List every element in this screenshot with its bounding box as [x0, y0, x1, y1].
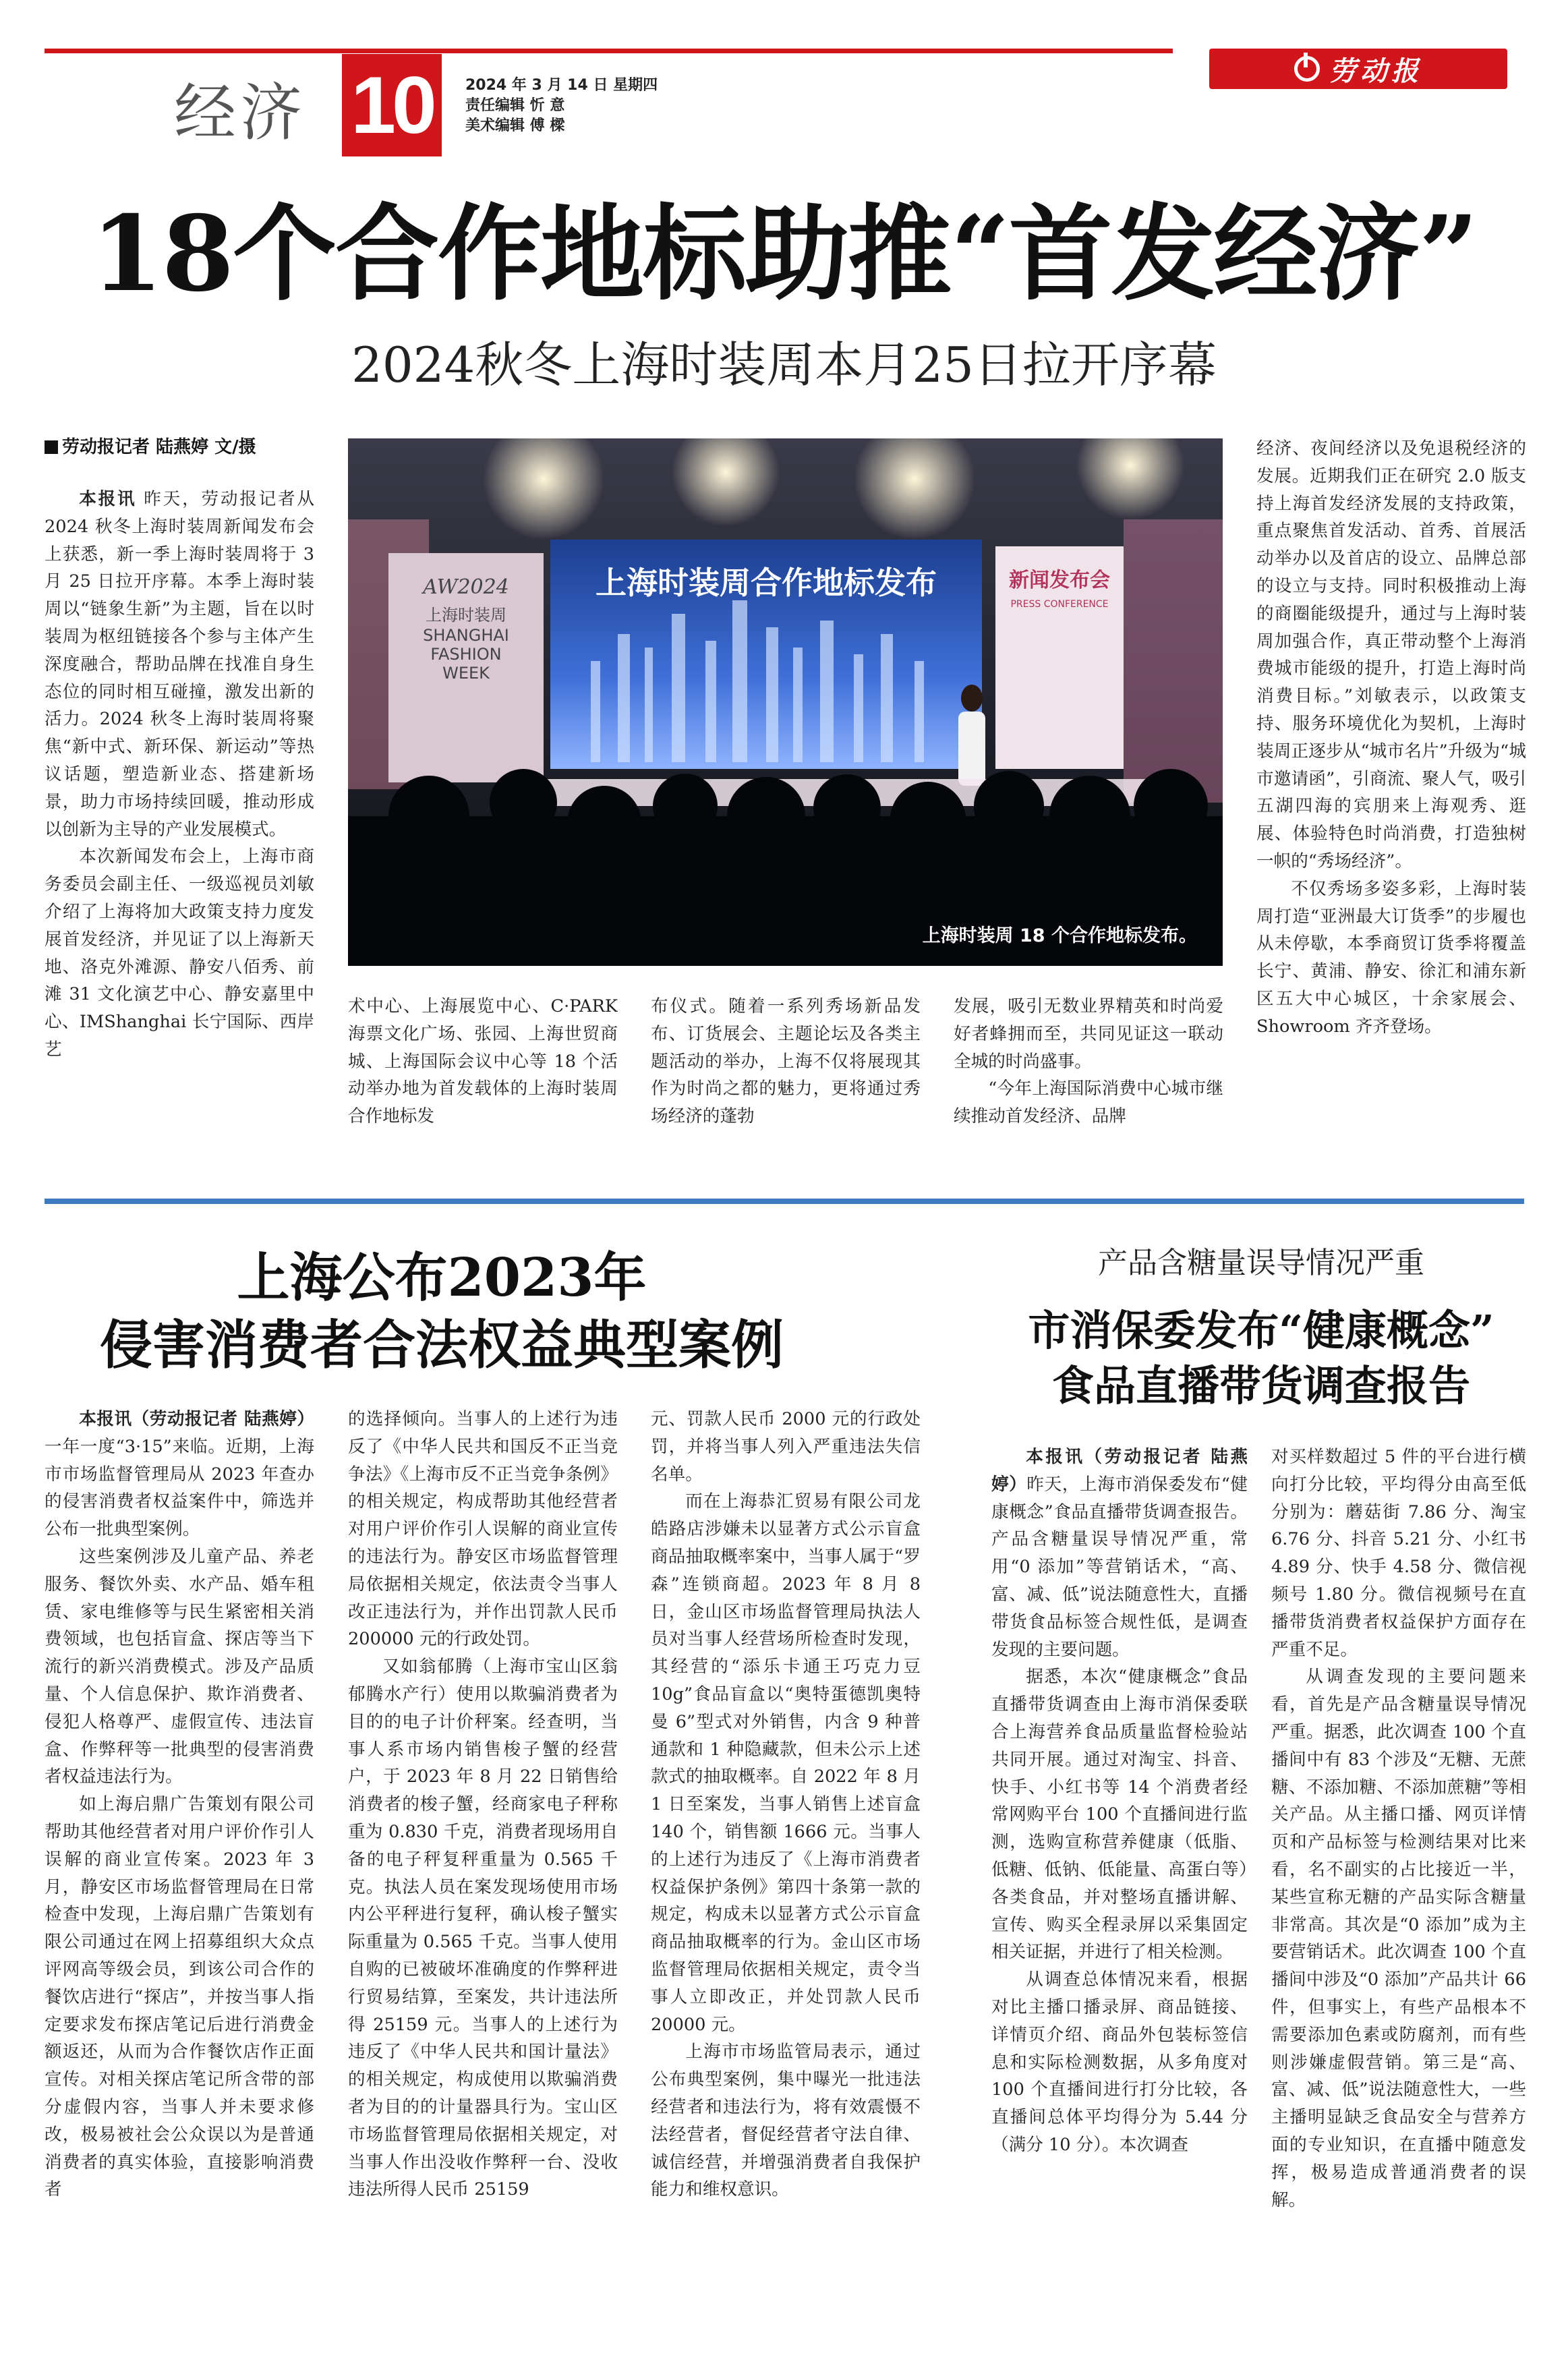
stand-sub3: FASHION: [430, 645, 502, 664]
page-number: 10: [342, 54, 442, 156]
article3-lead-tag: 本报讯（劳动报记者 陆燕婷）: [991, 1447, 1248, 1495]
article2-col2-p2: 又如翁郁腾（上海市宝山区翁郁腾水产行）使用以欺骗消费者为目的的电子计价秤案。经查明，当事人系市场内销售梭子蟹的经营户，于 2023 年 8 月 22 日销售给消费者的梭子蟹，经商家电子秤称重为 0.830 千克，消费者现场用自备的电子秤复秤重量为 0.565 千克。执法人员在案发现场使用市场内公平秤进行复秤，确认梭子蟹实际重量为 0.565 千克。当事人使用自购的已被破坏准确度的作弊秤进行贸易结算，至案发，共计违法所得 25159 元。当事人的上述行为违反了《中华人民共和国计量法》的相关规定，构成使用以欺骗消费者为目的的计量器具行为。宝山区市场监督管理局依据相关规定，对当事人作出没收作弊秤一台、没收违法所得人民币 25159: [348, 1657, 618, 2200]
article1-byline: 劳动报记者 陆燕婷 文/摄: [45, 433, 256, 458]
article1-para6: “今年上海国际消费中心城市继续推动首发经济、品牌: [954, 1079, 1223, 1127]
article1-headline: 18个合作地标助推“首发经济”: [90, 193, 1478, 315]
article2-col1: [45, 1406, 314, 2343]
editor-line: 责任编辑 忻 意: [465, 97, 565, 114]
article3-lead: 昨天，上海市消保委发布“健康概念”食品直播带货调查报告。产品含糖量误导情况严重，常用“0 添加”等营销话术，“高、富、减、低”说法随意性大，直播带货食品标签合规性低，是调查发现的主要问题。: [991, 1474, 1248, 1660]
article3-col2: [1271, 1443, 1526, 2340]
stand-sub1: 上海时装周: [426, 606, 506, 625]
article2-col1-p3: 如上海启鼎广告策划有限公司帮助其他经营者对用户评价作引人误解的商业宣传案。2023 年 3 月，静安区市场监督管理局在日常检查中发现，上海启鼎广告策划有限公司通过在网上招募组织大众点评网高等级会员，到该公司合作的餐饮店进行“探店”，并按当事人指定要求发布探店笔记后进行消费金额返还，从而为合作餐饮店作正面宣传。对相关探店笔记所含带的部分虚假内容，当事人并未要求修改，极易被社会公众误以为是普通消费者的真实体验，直接影响消费者: [45, 1794, 314, 2200]
banner-title: 新闻发布会: [1009, 569, 1110, 592]
stand-title: AW2024: [423, 575, 509, 599]
art-editor-line: 美术编辑 傅 樑: [465, 117, 565, 134]
article1-col2: [348, 993, 618, 1175]
press-conference-photo: [348, 438, 1223, 966]
section-divider: [45, 1199, 1524, 1204]
article2-col3: [651, 1406, 921, 2343]
article2-headline-line1: 上海公布2023年: [237, 1247, 647, 1309]
article1-para5: 发展，吸引无数业界精英和时尚爱好者蜂拥而至，共同见证这一联动全城的时尚盛事。: [954, 996, 1223, 1072]
article3-col2-p1: 对买样数超过 5 件的平台进行横向打分比较，平均得分由高至低分别为：蘑菇街 7.86 分、淘宝 6.76 分、抖音 5.21 分、小红书 4.89 分、快手 4.58 分、微信视频号 1.80 分。微信视频号在直播带货消费者权益保护方面存在严重不足。: [1271, 1447, 1526, 1660]
page-meta: [465, 76, 658, 136]
lead-tag: 本报讯: [79, 489, 137, 509]
article2-headline-line2: 侵害消费者合法权益典型案例: [99, 1315, 784, 1376]
screen-title: 上海时装周合作地标发布: [596, 565, 937, 601]
article2-headline: [61, 1244, 823, 1379]
top-red-rule: [45, 49, 1173, 53]
article1-para7: 经济、夜间经济以及免退税经济的发展。近期我们正在研究 2.0 版支持上海首发经济发展的支持政策，重点聚焦首发活动、首秀、首展活动举办以及首店的设立、品牌总部的设立与支持。同时积极推动上海的商圈能级提升，通过与上海时装周加强合作，真正带动整个上海消费城市能级的提升，打造上海时尚消费目标。”刘敏表示，以政策支持、服务环境优化为契机，上海时装周正逐步从“城市名片”升级为“城市邀请函”，引商流、聚人气，吸引五湖四海的宾朋来上海观秀、逛展、体验特色时尚消费，打造独树一帜的“秀场经济”。: [1256, 438, 1526, 871]
article2-lead: 一年一度“3·15”来临。近期，上海市市场监督管理局从 2023 年查办的侵害消费者权益案件中，筛选并公布一批典型案例。: [45, 1436, 314, 1540]
article2-lead-tag: 本报讯（劳动报记者 陆燕婷）: [79, 1409, 314, 1429]
logo-text: 劳动报: [1329, 55, 1422, 87]
article1-para3: 术中心、上海展览中心、C·PARK 海票文化广场、张园、上海世贸商城、上海国际会议中心等 18 个活动举办地为首发载体的上海时装周合作地标发: [348, 996, 618, 1127]
article2-col2-p1: 的选择倾向。当事人的上述行为违反了《中华人民共和国反不正当竞争法》《上海市反不正当竞争条例》的相关规定，构成帮助其他经营者对用户评价作引人误解的商业宣传的违法行为。静安区市场监督管理局依据相关规定，依法责令当事人改正违法行为，并作出罚款人民币 200000 元的行政处罚。: [348, 1409, 618, 1650]
newspaper-logo: [1209, 49, 1507, 89]
date-line: 2024 年 3 月 14 日 星期四: [465, 77, 658, 94]
photo-caption: 上海时装周 18 个合作地标发布。: [922, 925, 1197, 946]
logo-mark-icon: [1294, 56, 1320, 82]
article3-headline: [991, 1303, 1531, 1414]
article3-col2-p2: 从调查发现的主要问题来看，首先是产品含糖量误导情况严重。据悉，此次调查 100 个直播间中有 83 个涉及“无糖、无蔗糖、不添加糖、不添加蔗糖”等相关产品。从主播口播、网页详情页和产品标签与检测结果对比来看，名不副实的占比接近一半，某些宣称无糖的产品实际含糖量非常高。其次是“0 添加”成为主要营销话术。此次调查 100 个直播间中涉及“0 添加”产品共计 66 件，但事实上，有些产品根本不需要添加色素或防腐剂，而有些则涉嫌虚假营销。第三是“高、富、减、低”说法随意性大，一些主播明显缺乏食品安全与营养方面的专业知识，在直播中随意发挥，极易造成普通消费者的误解。: [1271, 1667, 1526, 2210]
article3-headline-line2: 食品直播带货调查报告: [1051, 1361, 1470, 1410]
article2-col3-p1: 元、罚款人民币 2000 元的行政处罚，并将当事人列入严重违法失信名单。: [651, 1409, 921, 1485]
stand-sub4: WEEK: [442, 664, 490, 683]
article2-col3-p3: 上海市市场监管局表示，通过公布典型案例，集中曝光一批违法经营者和违法行为，将有效震慑不法经营者，督促经营者守法自律、诚信经营，并增强消费者自我保护能力和维权意识。: [651, 2042, 921, 2200]
article1-para4: 布仪式。随着一系列秀场新品发布、订货展会、主题论坛及各类主题活动的举办，上海不仅将展现其作为时尚之都的魅力，更将通过秀场经济的蓬勃: [651, 996, 921, 1127]
article3-col1-p3: 从调查总体情况来看，根据对比主播口播录屏、商品链接、详情页介绍、商品外包装标签信息和实际检测数据，从多角度对 100 个直播间进行打分比较，各直播间总体平均得分为 5.44 分（满分 10 分）。本次调查: [991, 1970, 1248, 2155]
banner-sub: PRESS CONFERENCE: [1010, 599, 1109, 610]
article1-col4: [954, 993, 1223, 1175]
article2-col3-p2: 而在上海恭汇贸易有限公司龙皓路店涉嫌未以显著方式公示盲盒商品抽取概率案中，当事人属于“罗森”连锁商超。2023 年 8 月 8 日，金山区市场监督管理局执法人员对当事人经营场所检查时发现，其经营的“添乐卡通王巧克力豆 10g”食品盲盒以“奥特蛋德凯奥特曼 6”型式对外销售，内含 9 种普通款和 1 种隐藏款，但未公示上述款式的抽取概率。自 2022 年 8 月 1 日至案发，当事人销售上述盲盒 140 个，销售额 1666 元。当事人的上述行为违反了《上海市消费者权益保护条例》第四十条第一款的规定，构成未以显著方式公示盲盒商品抽取概率的行为。金山区市场监督管理局依据相关规定，责令当事人立即改正，并处罚款人民币 20000 元。: [651, 1491, 921, 2035]
article3-headline-line1: 市消保委发布“健康概念”: [1028, 1306, 1494, 1355]
section-name: 经济: [174, 77, 307, 149]
stand-sub2: SHANGHAI: [423, 626, 509, 645]
article3-col1-p2: 据悉，本次“健康概念”食品直播带货调查由上海市消保委联合上海营养食品质量监督检验站共同开展。通过对淘宝、抖音、快手、小红书等 14 个消费者经常网购平台 100 个直播间进行监测，选购宣称营养健康（低脂、低糖、低钠、低能量、高蛋白等）各类食品，并对整场直播讲解、宣传、购买全程录屏以采集固定相关证据，并进行了相关检测。: [991, 1667, 1248, 1963]
article1-para2: 本次新闻发布会上，上海市商务委员会副主任、一级巡视员刘敏介绍了上海将加大政策支持力度发展首发经济，并见证了以上海新天地、洛克外滩源、静安八佰秀、前滩 31 文化演艺中心、静安嘉里中心、IMShanghai 长宁国际、西岸艺: [45, 846, 314, 1060]
article3-kicker: 产品含糖量误导情况严重: [1098, 1246, 1424, 1280]
article1-col3: [651, 993, 921, 1175]
article3-col1: [991, 1443, 1248, 2340]
article1-para8: 不仅秀场多姿多彩，上海时装周打造“亚洲最大订货季”的步履也从未停歇，本季商贸订货季将覆盖长宁、黄浦、静安、徐汇和浦东新区五大中心城区，十余家展会、Showroom 齐齐登场。: [1256, 878, 1526, 1037]
article1-lead: 昨天，劳动报记者从 2024 秋冬上海时装周新闻发布会上获悉，新一季上海时装周将于 3 月 25 日拉开序幕。本季上海时装周以“链象生新”为主题，旨在以时装周为枢纽链接各个参与主体产生深度融合，帮助品牌在找准自身生态位的同时相互碰撞，激发出新的活力。2024 秋冬上海时装周将聚焦“新中式、新环保、新运动”等热议话题，塑造新业态、搭建新场景，助力市场持续回暖，推动形成以创新为主导的产业发展模式。: [45, 489, 314, 840]
article1-subheadline: 2024秋冬上海时装周本月25日拉开序幕: [351, 337, 1217, 393]
article2-col2: [348, 1406, 618, 2343]
article1-col1: [45, 486, 314, 1160]
byline-square-icon: [45, 440, 58, 454]
article2-col1-p2: 这些案例涉及儿童产品、养老服务、餐饮外卖、水产品、婚车租赁、家电维修等与民生紧密相关消费领域，也包括盲盒、探店等当下流行的新兴消费模式。涉及产品质量、个人信息保护、欺诈消费者、侵犯人格尊严、虚假宣传、违法盲盒、作弊秤等一批典型的侵害消费者权益违法行为。: [45, 1546, 314, 1787]
article1-col5: [1256, 435, 1526, 1177]
